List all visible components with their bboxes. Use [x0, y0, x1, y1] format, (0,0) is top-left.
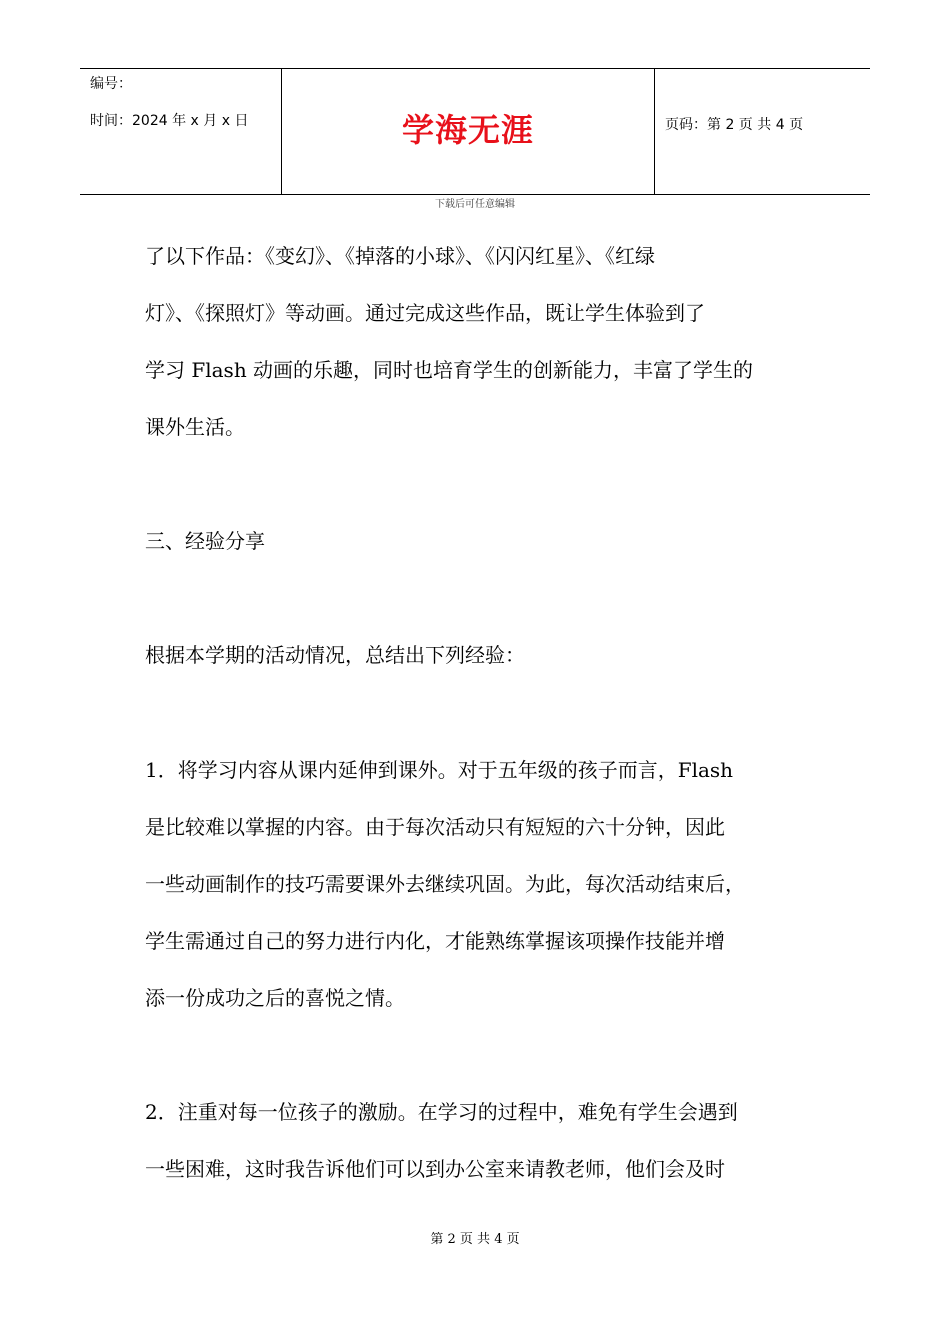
body-line: 课外生活。	[145, 415, 245, 439]
document-time: 时间：2024 年 x 月 x 日	[90, 113, 249, 129]
header-meta-cell	[80, 69, 280, 194]
body-line: 一些困难，这时我告诉他们可以到办公室来请教老师，他们会及时	[145, 1157, 725, 1181]
page-footer: 第 2 页 共 4 页	[430, 1232, 520, 1247]
body-line: 学生需通过自己的努力进行内化，才能熟练掌握该项操作技能并增	[145, 929, 725, 953]
section-heading: 三、经验分享	[145, 529, 265, 553]
brand-title: 学海无涯	[401, 111, 534, 149]
page-info: 页码：第 2 页 共 4 页	[665, 117, 804, 133]
document-number: 编号：	[90, 76, 132, 92]
body-line: 2．注重对每一位孩子的激励。在学习的过程中，难免有学生会遇到	[145, 1100, 738, 1124]
body-line: 添一份成功之后的喜悦之情。	[145, 986, 405, 1010]
header-table	[80, 68, 870, 195]
header-brand-cell	[281, 69, 655, 194]
body-line: 灯》、《探照灯》等动画。通过完成这些作品，既让学生体验到了	[145, 301, 705, 325]
body-line: 根据本学期的活动情况，总结出下列经验：	[145, 643, 525, 667]
body-line: 了以下作品：《变幻》、《掉落的小球》、《闪闪红星》、《红绿	[145, 244, 655, 268]
body-line: 是比较难以掌握的内容。由于每次活动只有短短的六十分钟，因此	[145, 815, 725, 839]
body-line: 一些动画制作的技巧需要课外去继续巩固。为此，每次活动结束后，	[145, 872, 745, 896]
edit-note: 下载后可任意编辑	[435, 199, 515, 210]
body-line: 学习 Flash 动画的乐趣，同时也培育学生的创新能力，丰富了学生的	[145, 358, 754, 382]
header-page-cell	[655, 69, 870, 194]
body-line: 1．将学习内容从课内延伸到课外。对于五年级的孩子而言，Flash	[145, 758, 734, 782]
